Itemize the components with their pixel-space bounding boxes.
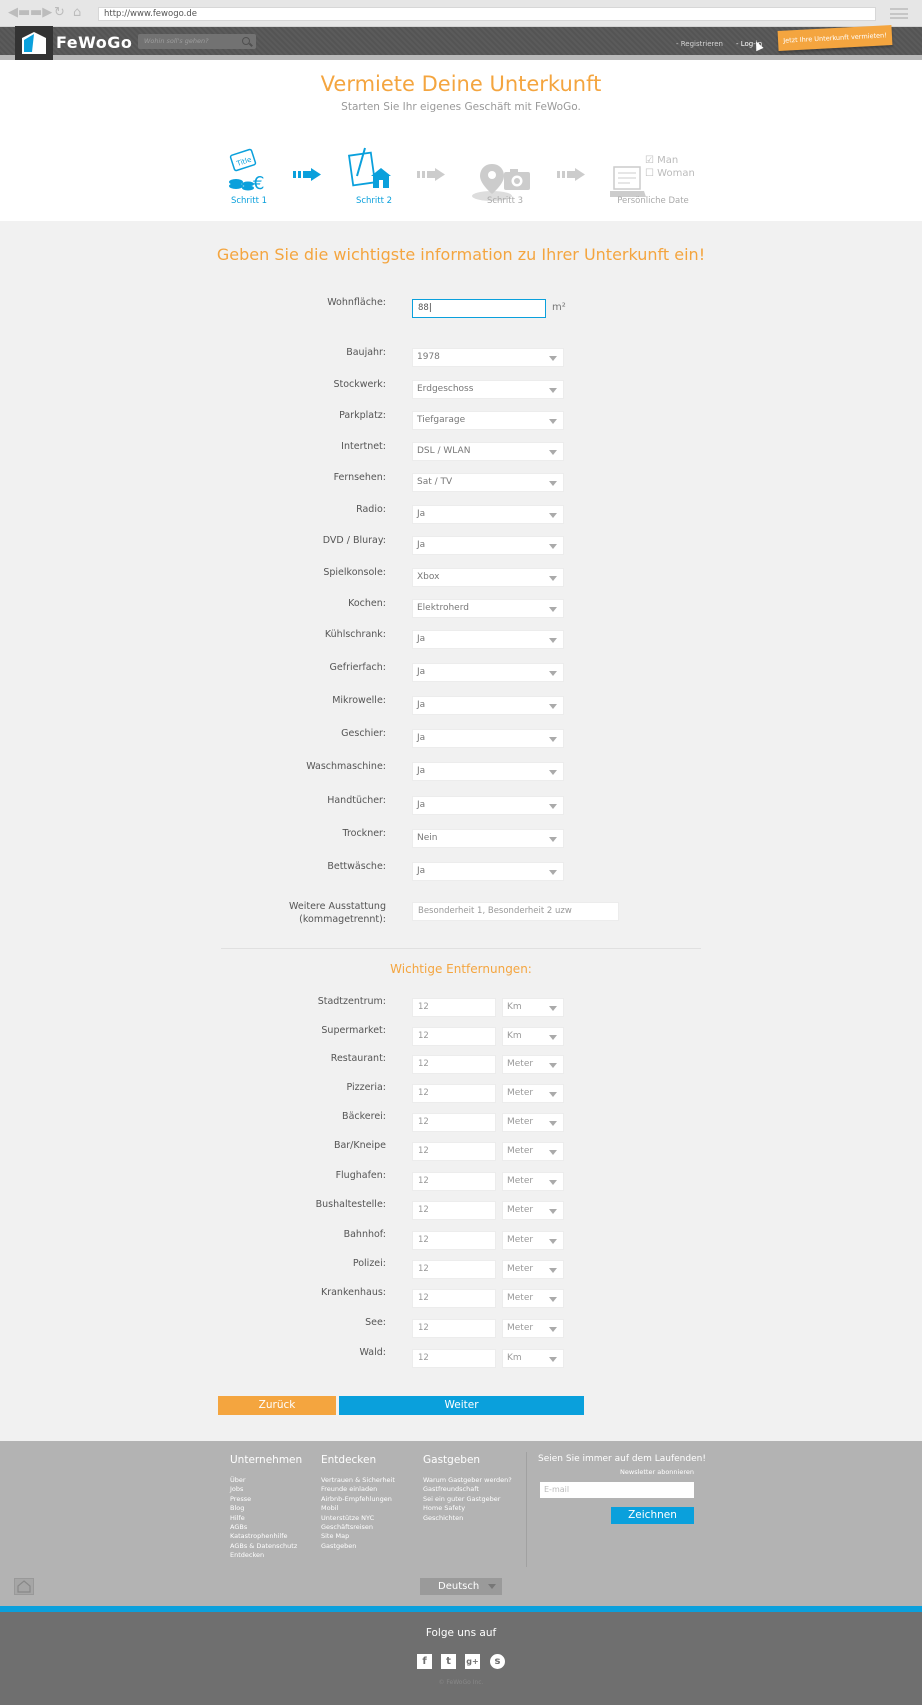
distance-label: Supermarket: xyxy=(321,1025,386,1036)
field-select[interactable] xyxy=(412,729,564,748)
distance-unit-select[interactable] xyxy=(502,1289,564,1308)
extras-label-line1: Weitere Ausstattung xyxy=(289,901,386,912)
chevron-down-icon xyxy=(549,576,557,581)
extras-label xyxy=(200,900,386,926)
distance-unit-value: Meter xyxy=(507,1323,534,1333)
footer-link[interactable]: Freunde einladen xyxy=(321,1485,378,1494)
field-select-value: 1978 xyxy=(417,352,440,362)
field-label: Kühlschrank: xyxy=(324,629,386,640)
step-3-label[interactable]: Schritt 3 xyxy=(486,196,524,206)
skype-icon[interactable]: s xyxy=(490,1654,505,1669)
rent-out-cta-button[interactable]: Jetzt Ihre Unterkunft vermieten! xyxy=(778,25,893,51)
distance-unit-value: Meter xyxy=(507,1235,534,1245)
step-2-property-icon xyxy=(347,143,397,203)
facebook-icon[interactable]: f xyxy=(417,1654,432,1669)
checkbox-woman xyxy=(645,167,695,180)
field-label: Geschier: xyxy=(341,728,386,739)
field-select[interactable] xyxy=(412,411,564,430)
unchecked-box-icon: ☐ xyxy=(645,168,654,179)
distances-title: Wichtige Entfernungen: xyxy=(390,962,532,976)
footer-link[interactable]: Sei ein guter Gastgeber xyxy=(423,1494,501,1503)
chevron-down-icon xyxy=(549,837,557,842)
footer-link[interactable]: Geschichten xyxy=(423,1513,464,1522)
chevron-down-icon xyxy=(549,388,557,393)
field-select-value: Erdgeschoss xyxy=(417,384,474,394)
newsletter-title: Seien Sie immer auf dem Laufenden! xyxy=(538,1454,706,1464)
chevron-down-icon xyxy=(549,450,557,455)
chevron-down-icon xyxy=(549,1180,557,1185)
chevron-down-icon xyxy=(549,1092,557,1097)
chevron-down-icon xyxy=(549,1268,557,1273)
distance-input[interactable]: 12 xyxy=(412,1113,496,1132)
field-label: Gefrierfach: xyxy=(329,662,386,673)
field-select[interactable] xyxy=(412,796,564,815)
hamburger-menu-icon[interactable] xyxy=(890,8,908,19)
chevron-down-icon xyxy=(549,419,557,424)
field-label: Bettwäsche: xyxy=(327,861,386,872)
chevron-down-icon xyxy=(549,1327,557,1332)
field-select[interactable] xyxy=(412,696,564,715)
social-footer xyxy=(0,1612,922,1705)
footer-link[interactable]: AGBs xyxy=(230,1523,248,1532)
search-input[interactable] xyxy=(138,34,256,49)
home-icon[interactable]: ⌂ xyxy=(73,5,82,20)
extras-input[interactable]: Besonderheit 1, Besonderheit 2 uzw xyxy=(412,902,619,921)
chevron-down-icon xyxy=(549,513,557,518)
area-value: 88 xyxy=(418,303,429,313)
title-tag-text: Title xyxy=(235,155,253,168)
field-select-value: Tiefgarage xyxy=(417,415,466,425)
page-subtitle: Starten Sie Ihr eigenes Geschäft mit FeWoGo. xyxy=(341,101,581,113)
footer-link[interactable]: Gastfreundschaft xyxy=(423,1485,479,1494)
extras-label-line2: (kommagetrennt): xyxy=(299,914,386,925)
chevron-down-icon xyxy=(549,481,557,486)
back-arrow-icon[interactable]: ◀▬ xyxy=(8,5,31,20)
field-select[interactable] xyxy=(412,536,564,555)
chevron-down-icon xyxy=(549,638,557,643)
chevron-down-icon xyxy=(549,770,557,775)
step-4-label[interactable]: Persönliche Date xyxy=(617,196,689,206)
register-link[interactable]: - Registrieren xyxy=(676,40,723,48)
footer-link[interactable]: Unterstütze NYC xyxy=(321,1513,375,1522)
field-label: Trockner: xyxy=(342,828,386,839)
distance-unit-select[interactable] xyxy=(502,1172,564,1191)
distance-label: Bäckerei: xyxy=(342,1111,386,1122)
field-select-value: Ja xyxy=(417,866,426,876)
step-1-label[interactable]: Schritt 1 xyxy=(230,196,268,206)
area-input[interactable]: 88| xyxy=(412,299,546,318)
field-label: Parkplatz: xyxy=(339,410,386,421)
field-select[interactable] xyxy=(412,599,564,618)
footer-link[interactable]: Über xyxy=(230,1476,246,1484)
copyright: © FeWoGo Inc. xyxy=(438,1679,484,1686)
footer-link[interactable]: Site Map xyxy=(321,1532,350,1541)
checked-box-icon: ☑ xyxy=(645,155,654,166)
distance-unit-value: Meter xyxy=(507,1293,534,1303)
chevron-down-icon xyxy=(549,737,557,742)
chevron-down-icon xyxy=(549,356,557,361)
distance-label: See: xyxy=(365,1317,386,1328)
distance-label: Wald: xyxy=(359,1347,386,1358)
field-label: Radio: xyxy=(356,504,386,515)
back-button[interactable]: Zurück xyxy=(218,1396,336,1415)
area-unit: m² xyxy=(552,302,566,313)
distance-unit-value: Meter xyxy=(507,1146,534,1156)
language-select[interactable] xyxy=(420,1578,502,1595)
chevron-down-icon xyxy=(488,1584,496,1589)
back-to-top-home-icon[interactable] xyxy=(14,1578,34,1595)
distance-unit-select[interactable] xyxy=(502,998,564,1017)
footer-link[interactable]: Geschäftsreisen xyxy=(321,1523,374,1532)
browser-chrome xyxy=(0,0,922,27)
field-select[interactable] xyxy=(412,505,564,524)
distance-label: Bar/Kneipe xyxy=(333,1140,386,1151)
distance-unit-value: Km xyxy=(507,1031,522,1041)
footer-link[interactable]: Blog xyxy=(230,1504,245,1513)
field-select-value: Xbox xyxy=(417,572,440,582)
distance-input[interactable]: 12 xyxy=(412,1142,496,1161)
footer-link[interactable]: Warum Gastgeber werden? xyxy=(423,1476,512,1484)
chevron-down-icon xyxy=(549,1150,557,1155)
field-label: Intertnet: xyxy=(341,441,386,452)
chevron-down-icon xyxy=(549,1121,557,1126)
field-select[interactable] xyxy=(412,568,564,587)
checkbox-woman-label: Woman xyxy=(657,168,695,179)
language-value: Deutsch xyxy=(438,1581,480,1592)
distance-input[interactable]: 12 xyxy=(412,1084,496,1103)
page-title: Vermiete Deine Unterkunft xyxy=(320,72,602,96)
distance-input[interactable]: 12 xyxy=(412,1349,496,1368)
step-1-pricing-icon xyxy=(226,140,272,200)
distance-label: Bahnhof: xyxy=(343,1229,386,1240)
footer-link[interactable]: AGBs & Datenschutz xyxy=(230,1541,298,1550)
distance-unit-select[interactable] xyxy=(502,1231,564,1250)
chevron-down-icon xyxy=(549,1006,557,1011)
field-select-value: Ja xyxy=(417,766,426,776)
field-select[interactable] xyxy=(412,442,564,461)
chevron-down-icon xyxy=(549,607,557,612)
field-select-value: Ja xyxy=(417,634,426,644)
chevron-down-icon xyxy=(549,544,557,549)
chevron-down-icon xyxy=(549,704,557,709)
step-arrow-3-icon xyxy=(557,168,587,181)
forward-arrow-icon[interactable]: ▬▶ xyxy=(30,5,53,20)
distance-input[interactable]: 12 xyxy=(412,1319,496,1338)
search-placeholder: Wohin soll's gehen? xyxy=(144,37,209,45)
distance-unit-select[interactable] xyxy=(502,1260,564,1279)
step-arrow-2-icon xyxy=(417,168,447,181)
field-label: Fernsehen: xyxy=(333,472,386,483)
field-select-value: Ja xyxy=(417,800,426,810)
distance-unit-select[interactable] xyxy=(502,1319,564,1338)
distance-label: Bushaltestelle: xyxy=(315,1199,386,1210)
footer-host-links xyxy=(423,1476,512,1523)
distance-unit-select[interactable] xyxy=(502,1027,564,1046)
distance-unit-value: Meter xyxy=(507,1176,534,1186)
field-select-value: Nein xyxy=(417,833,438,843)
field-label: Kochen: xyxy=(348,598,386,609)
distance-input[interactable]: 12 xyxy=(412,1201,496,1220)
field-select-value: DSL / WLAN xyxy=(417,446,471,456)
distance-unit-value: Meter xyxy=(507,1117,534,1127)
field-select-value: Sat / TV xyxy=(417,477,453,487)
footer-divider xyxy=(526,1452,527,1567)
distance-input[interactable]: 12 xyxy=(412,1055,496,1074)
distance-unit-select[interactable] xyxy=(502,1142,564,1161)
distance-unit-value: Meter xyxy=(507,1088,534,1098)
chevron-down-icon xyxy=(549,1357,557,1362)
chevron-down-icon xyxy=(549,870,557,875)
footer-link[interactable]: Presse xyxy=(230,1494,252,1503)
footer-link[interactable]: Home Safety xyxy=(423,1504,466,1513)
field-select[interactable] xyxy=(412,348,564,367)
form-title: Geben Sie die wichtigste information zu Ihrer Unterkunft ein! xyxy=(216,245,706,264)
distance-unit-select[interactable] xyxy=(502,1113,564,1132)
distance-unit-select[interactable] xyxy=(502,1201,564,1220)
field-select-value: Elektroherd xyxy=(417,603,469,613)
footer-link[interactable]: Jobs xyxy=(230,1485,244,1494)
distance-unit-value: Km xyxy=(507,1002,522,1012)
footer-link[interactable]: Entdecken xyxy=(230,1551,265,1560)
distance-unit-select[interactable] xyxy=(502,1055,564,1074)
next-button[interactable]: Weiter xyxy=(339,1396,584,1415)
reload-icon[interactable]: ↻ xyxy=(54,5,65,20)
chevron-down-icon xyxy=(549,1239,557,1244)
field-select-value: Ja xyxy=(417,509,426,519)
field-select-value: Ja xyxy=(417,733,426,743)
footer-discover-links xyxy=(321,1476,395,1551)
checkbox-man-label: Man xyxy=(657,155,679,166)
login-link[interactable]: - Log-in xyxy=(736,40,763,48)
url-bar[interactable]: http://www.fewogo.de xyxy=(98,7,876,21)
newsletter-email-input[interactable]: E-mail xyxy=(540,1482,694,1498)
distance-input[interactable]: 12 xyxy=(412,1027,496,1046)
area-label: Wohnfläche: xyxy=(327,297,386,308)
footer-link[interactable]: Gastgeben xyxy=(321,1541,357,1550)
distance-label: Krankenhaus: xyxy=(320,1287,386,1298)
field-label: Spielkonsole: xyxy=(323,567,386,578)
checkbox-man xyxy=(645,154,695,167)
distance-label: Pizzeria: xyxy=(346,1082,386,1093)
field-select[interactable] xyxy=(412,829,564,848)
distance-label: Flughafen: xyxy=(335,1170,386,1181)
chevron-down-icon xyxy=(549,804,557,809)
chevron-down-icon xyxy=(549,1209,557,1214)
distance-label: Polizei: xyxy=(352,1258,386,1269)
field-label: Waschmaschine: xyxy=(306,761,386,772)
footer-link[interactable]: Vertrauen & Sicherheit xyxy=(321,1476,395,1484)
field-select[interactable] xyxy=(412,663,564,682)
distance-label: Stadtzentrum: xyxy=(317,996,386,1007)
footer-link[interactable]: Hilfe xyxy=(230,1513,245,1522)
footer-link[interactable]: Katastrophenhilfe xyxy=(230,1532,288,1541)
field-label: DVD / Bluray: xyxy=(322,535,386,546)
newsletter-subtitle: Newsletter abonnieren xyxy=(620,1468,694,1476)
field-select[interactable] xyxy=(412,762,564,781)
distance-unit-value: Meter xyxy=(507,1264,534,1274)
step-2-label[interactable]: Schritt 2 xyxy=(355,196,393,206)
search-icon[interactable] xyxy=(242,37,250,45)
follow-us-label: Folge uns auf xyxy=(425,1627,497,1639)
field-label: Stockwerk: xyxy=(333,379,386,390)
footer-link[interactable]: Airbnb-Empfehlungen xyxy=(321,1494,392,1503)
distance-input[interactable]: 12 xyxy=(412,1289,496,1308)
distance-input[interactable]: 12 xyxy=(412,1260,496,1279)
footer-column-host-title: Gastgeben xyxy=(423,1454,481,1466)
field-select[interactable] xyxy=(412,630,564,649)
field-select[interactable] xyxy=(412,380,564,399)
distance-input[interactable]: 12 xyxy=(412,998,496,1017)
distance-unit-select[interactable] xyxy=(502,1349,564,1368)
field-label: Mikrowelle: xyxy=(332,695,386,706)
field-label: Handtücher: xyxy=(327,795,386,806)
gender-checkbox-group xyxy=(645,154,695,180)
footer-column-discover-title: Entdecken xyxy=(321,1454,377,1466)
field-select-value: Ja xyxy=(417,700,426,710)
chevron-down-icon xyxy=(549,1063,557,1068)
distance-unit-value: Km xyxy=(507,1353,522,1363)
chevron-down-icon xyxy=(549,671,557,676)
distance-unit-value: Meter xyxy=(507,1205,534,1215)
distance-input[interactable]: 12 xyxy=(412,1231,496,1250)
field-select-value: Ja xyxy=(417,540,426,550)
logo-text[interactable]: FeWoGo xyxy=(56,33,133,52)
field-select[interactable] xyxy=(412,473,564,492)
footer-column-company-title: Unternehmen xyxy=(230,1454,303,1466)
footer-company-links xyxy=(230,1476,297,1561)
svg-text:€: € xyxy=(253,173,265,194)
newsletter-subscribe-button[interactable]: Zeichnen xyxy=(611,1507,694,1524)
chevron-down-icon xyxy=(549,1297,557,1302)
field-select-value: Ja xyxy=(417,667,426,677)
step-arrow-1-icon xyxy=(293,168,323,181)
field-label: Baujahr: xyxy=(346,347,386,358)
twitter-icon[interactable]: t xyxy=(441,1654,456,1669)
distance-input[interactable]: 12 xyxy=(412,1172,496,1191)
logo-mark-icon xyxy=(20,30,48,56)
footer-link[interactable]: Mobil xyxy=(321,1504,339,1513)
distance-unit-select[interactable] xyxy=(502,1084,564,1103)
distance-label: Restaurant: xyxy=(330,1053,386,1064)
google-plus-icon[interactable]: g+ xyxy=(465,1654,480,1669)
section-divider xyxy=(221,948,701,949)
distance-unit-value: Meter xyxy=(507,1059,534,1069)
chevron-down-icon xyxy=(549,1035,557,1040)
field-select[interactable] xyxy=(412,862,564,881)
